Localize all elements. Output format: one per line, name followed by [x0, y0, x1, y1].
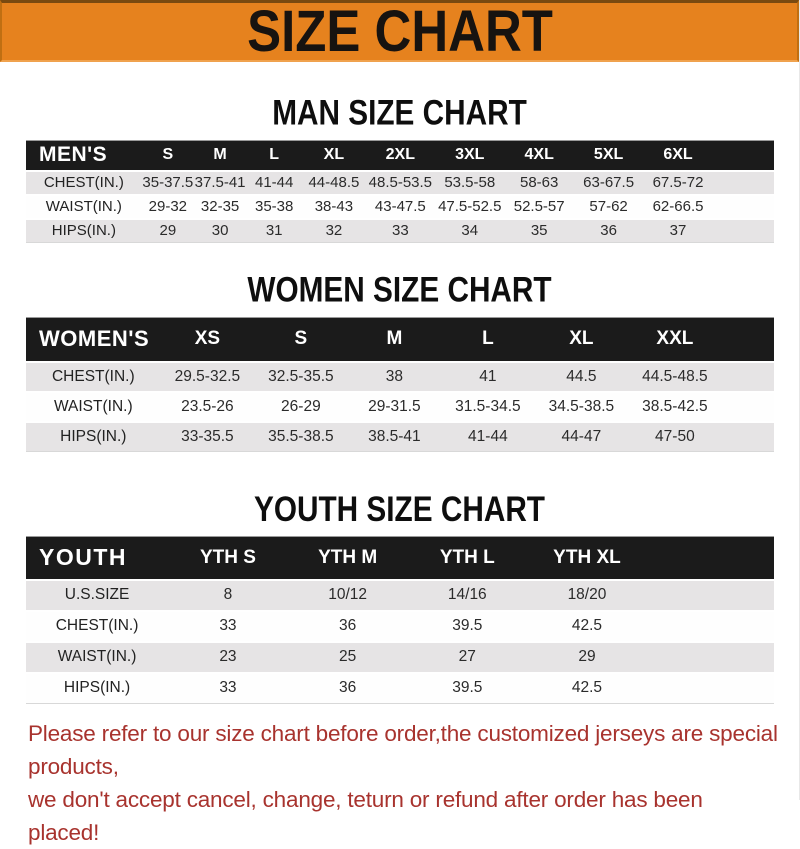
table-cell: 47.5-52.5: [438, 198, 502, 215]
table-cell: 36: [338, 679, 357, 697]
filler-cell: [647, 673, 774, 704]
table-cell: 52.5-57: [513, 198, 565, 215]
table-cell: 39.5: [452, 617, 483, 634]
table-cell: 33: [219, 679, 237, 697]
table-cell: 32-35: [200, 198, 240, 215]
table-cell: 34.5-38.5: [548, 397, 615, 415]
filler-cell: [647, 611, 774, 642]
table-cell: 39.5: [452, 679, 483, 697]
table-cell: 29.5-32.5: [174, 367, 241, 385]
row-label: HIPS(IN.): [60, 427, 127, 445]
table-cell: 10/12: [328, 586, 368, 603]
row-label: CHEST(IN.): [55, 617, 139, 634]
table-cell: 35-38: [255, 198, 294, 215]
table-cell: 35: [530, 222, 548, 240]
table-cell: 62-66.5: [652, 198, 704, 215]
filler-cell: [713, 141, 774, 171]
table-cell: 29: [578, 648, 596, 665]
table-cell: 32: [325, 222, 343, 240]
table-cell: 34: [461, 222, 479, 240]
column-header: 5XL: [593, 146, 624, 164]
table-cell: 29-32: [148, 198, 188, 215]
size-chart-banner: [0, 0, 799, 62]
table-cell: 8: [223, 586, 233, 603]
row-label: WAIST(IN.): [57, 648, 137, 665]
table-row: [26, 195, 774, 219]
column-header: 4XL: [524, 146, 554, 164]
row-label: HIPS(IN.): [51, 222, 116, 240]
column-header: XXL: [656, 328, 694, 350]
table-header-label: MEN'S: [39, 143, 108, 167]
table-cell: 33: [391, 222, 409, 240]
women-size-table: [26, 317, 774, 452]
table-cell: 31.5-34.5: [455, 397, 521, 415]
women-section-heading: WOMEN SIZE CHART: [247, 269, 552, 310]
table-cell: 26-29: [281, 397, 321, 415]
table-cell: 23.5-26: [181, 397, 234, 415]
column-header: YTH L: [439, 546, 495, 568]
column-header: XL: [569, 328, 594, 350]
table-cell: 33-35.5: [181, 427, 234, 445]
column-header: 6XL: [663, 146, 693, 164]
filler-cell: [647, 537, 774, 580]
column-header: YTH S: [199, 546, 256, 568]
table-cell: 23: [219, 648, 237, 665]
filler-cell: [722, 422, 774, 452]
disclaimer-line-2: we don't accept cancel, change, teturn or refund after order has been placed!: [28, 787, 703, 845]
table-cell: 57-62: [589, 198, 628, 215]
table-cell: 30: [211, 222, 229, 240]
table-cell: 63-67.5: [583, 174, 635, 191]
table-cell: 25: [338, 648, 357, 665]
column-header: M: [386, 328, 403, 350]
column-header: XL: [323, 146, 345, 164]
disclaimer-line-1: Please refer to our size chart before order,the customized jerseys are special products,: [28, 721, 778, 779]
row-label: WAIST(IN.): [45, 198, 122, 215]
table-cell: 38.5-41: [368, 427, 421, 445]
table-cell: 29-31.5: [368, 397, 421, 415]
table-cell: 37: [669, 222, 687, 240]
table-cell: 42.5: [571, 617, 603, 634]
table-cell: 38-43: [314, 198, 354, 215]
column-header: L: [269, 146, 280, 164]
table-row: [26, 611, 774, 642]
table-header-row: [26, 318, 774, 362]
men-size-table: [26, 140, 774, 243]
table-cell: 41: [479, 367, 497, 385]
banner-title: SIZE CHART: [246, 0, 553, 64]
table-header-row: [26, 537, 774, 580]
table-cell: 48.5-53.5: [368, 174, 433, 191]
table-row: [26, 362, 774, 392]
column-header: 3XL: [455, 146, 485, 164]
column-header: M: [213, 146, 227, 164]
filler-cell: [722, 362, 774, 392]
filler-cell: [722, 392, 774, 422]
table-header-row: [26, 141, 774, 171]
table-cell: 58-63: [519, 174, 559, 191]
table-cell: 47-50: [655, 427, 695, 445]
table-cell: 18/20: [567, 586, 607, 603]
table-header-label: WOMEN'S: [39, 326, 150, 352]
table-cell: 42.5: [571, 679, 603, 697]
table-cell: 44-48.5: [308, 174, 360, 191]
column-header: S: [294, 328, 308, 350]
table-cell: 67.5-72: [652, 174, 704, 191]
table-cell: 31: [265, 222, 283, 240]
table-cell: 38.5-42.5: [642, 397, 708, 415]
table-cell: 35.5-38.5: [268, 427, 334, 445]
row-label: U.S.SIZE: [64, 586, 130, 603]
table-cell: 35-37.5: [142, 174, 194, 191]
table-row: [26, 422, 774, 452]
table-cell: 14/16: [447, 586, 487, 603]
table-cell: 33: [219, 617, 237, 634]
column-header: YTH XL: [553, 546, 621, 568]
table-cell: 43-47.5: [374, 198, 426, 215]
table-cell: 44-47: [561, 427, 602, 445]
table-row: [26, 673, 774, 704]
column-header: L: [482, 328, 494, 350]
filler-cell: [713, 171, 774, 195]
youth-size-table: [26, 536, 774, 704]
table-cell: 32.5-35.5: [268, 367, 334, 385]
men-section-heading: MAN SIZE CHART: [272, 92, 527, 133]
table-row: [26, 392, 774, 422]
table-row: [26, 171, 774, 195]
table-cell: 41-44: [255, 174, 294, 191]
filler-cell: [647, 642, 774, 673]
row-label: HIPS(IN.): [63, 679, 131, 697]
table-cell: 44.5-48.5: [642, 367, 708, 385]
column-header: YTH M: [318, 546, 378, 568]
table-cell: 41-44: [468, 427, 508, 445]
table-cell: 36: [338, 617, 357, 634]
column-header: S: [162, 146, 174, 164]
filler-cell: [713, 195, 774, 219]
table-cell: 53.5-58: [444, 174, 496, 191]
table-cell: 36: [600, 222, 617, 240]
table-cell: 44.5: [566, 367, 597, 385]
row-label: CHEST(IN.): [43, 174, 124, 191]
youth-section-heading: YOUTH SIZE CHART: [253, 489, 545, 529]
table-cell: 38: [385, 367, 403, 385]
order-disclaimer: [28, 717, 779, 849]
row-label: CHEST(IN.): [51, 367, 135, 385]
table-cell: 29: [159, 222, 177, 240]
table-header-label: YOUTH: [39, 544, 127, 571]
table-cell: 37.5-41: [194, 174, 246, 191]
row-label: WAIST(IN.): [53, 397, 133, 415]
filler-cell: [722, 318, 774, 362]
table-cell: 27: [458, 648, 476, 665]
filler-cell: [647, 580, 774, 611]
table-row: [26, 642, 774, 673]
column-header: XS: [194, 328, 221, 350]
column-header: 2XL: [385, 146, 415, 164]
table-row: [26, 580, 774, 611]
